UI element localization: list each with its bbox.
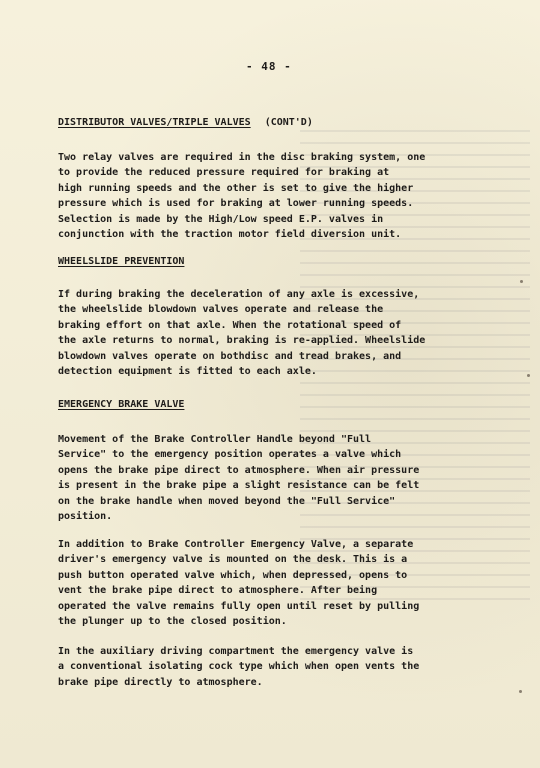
text-line: brake pipe directly to atmosphere. xyxy=(58,676,263,688)
text-line: the plunger up to the closed position. xyxy=(58,616,287,628)
paragraph-distributor xyxy=(58,150,425,242)
text-line: Service" to the emergency position operates a valve which xyxy=(58,449,402,461)
heading-suffix: (CONT'D) xyxy=(264,117,313,128)
text-line: Selection is made by the High/Low speed E.P. valves in xyxy=(58,213,384,225)
text-line: detection equipment is fitted to each axle. xyxy=(58,366,317,378)
text-line: driver's emergency valve is mounted on the desk. This is a xyxy=(58,554,408,566)
text-line: on the brake handle when moved beyond the "Full Service" xyxy=(58,495,396,507)
text-line: opens the brake pipe direct to atmosphere. When air pressure xyxy=(58,464,420,476)
text-line: Two relay valves are required in the disc braking system, one xyxy=(58,152,426,163)
text-line: is present in the brake pipe a slight resistance can be felt xyxy=(58,480,420,492)
heading-text: DISTRIBUTOR VALVES/TRIPLE VALVES xyxy=(58,117,251,128)
section-heading-wheelslide xyxy=(58,256,184,267)
text-line: conjunction with the traction motor field diversion unit. xyxy=(58,229,402,241)
text-line: pressure which is used for braking at lower running speeds. xyxy=(58,198,414,210)
text-line: blowdown valves operate on bothdisc and tread brakes, and xyxy=(58,350,402,362)
text-line: position. xyxy=(58,511,113,523)
page-number: - 48 - xyxy=(246,60,292,73)
paragraph-emergency-2 xyxy=(58,537,419,629)
text-line: Movement of the Brake Controller Handle beyond "Full xyxy=(58,434,372,445)
text-line: operated the valve remains fully open until reset by pulling xyxy=(58,600,420,612)
paper-speck xyxy=(520,280,523,283)
paper-speck xyxy=(527,374,530,377)
text-line: push button operated valve which, when depressed, opens to xyxy=(58,569,408,581)
heading-text: WHEELSLIDE PREVENTION xyxy=(58,256,185,267)
text-line: the wheelslide blowdown valves operate and release the xyxy=(58,304,384,316)
paragraph-emergency-3 xyxy=(58,644,419,690)
text-line: the axle returns to normal, braking is re-applied. Wheelslide xyxy=(58,335,426,347)
paragraph-wheelslide xyxy=(58,287,425,379)
text-line: to provide the reduced pressure required for braking at xyxy=(58,167,390,179)
text-line: vent the brake pipe direct to atmosphere. After being xyxy=(58,585,378,597)
text-line: If during braking the deceleration of any axle is excessive, xyxy=(58,289,420,300)
text-line: In the auxiliary driving compartment the emergency valve is xyxy=(58,646,414,657)
paragraph-emergency-1 xyxy=(58,432,419,524)
text-line: a conventional isolating cock type which when open vents the xyxy=(58,661,420,673)
text-line: braking effort on that axle. When the rotational speed of xyxy=(58,319,402,331)
text-line: high running speeds and the other is set to give the higher xyxy=(58,182,414,194)
section-heading-emergency xyxy=(58,399,184,410)
section-heading-distributor xyxy=(58,117,313,128)
heading-text: EMERGENCY BRAKE VALVE xyxy=(58,399,185,410)
paper-speck xyxy=(519,690,522,693)
text-line: In addition to Brake Controller Emergency Valve, a separate xyxy=(58,539,414,550)
